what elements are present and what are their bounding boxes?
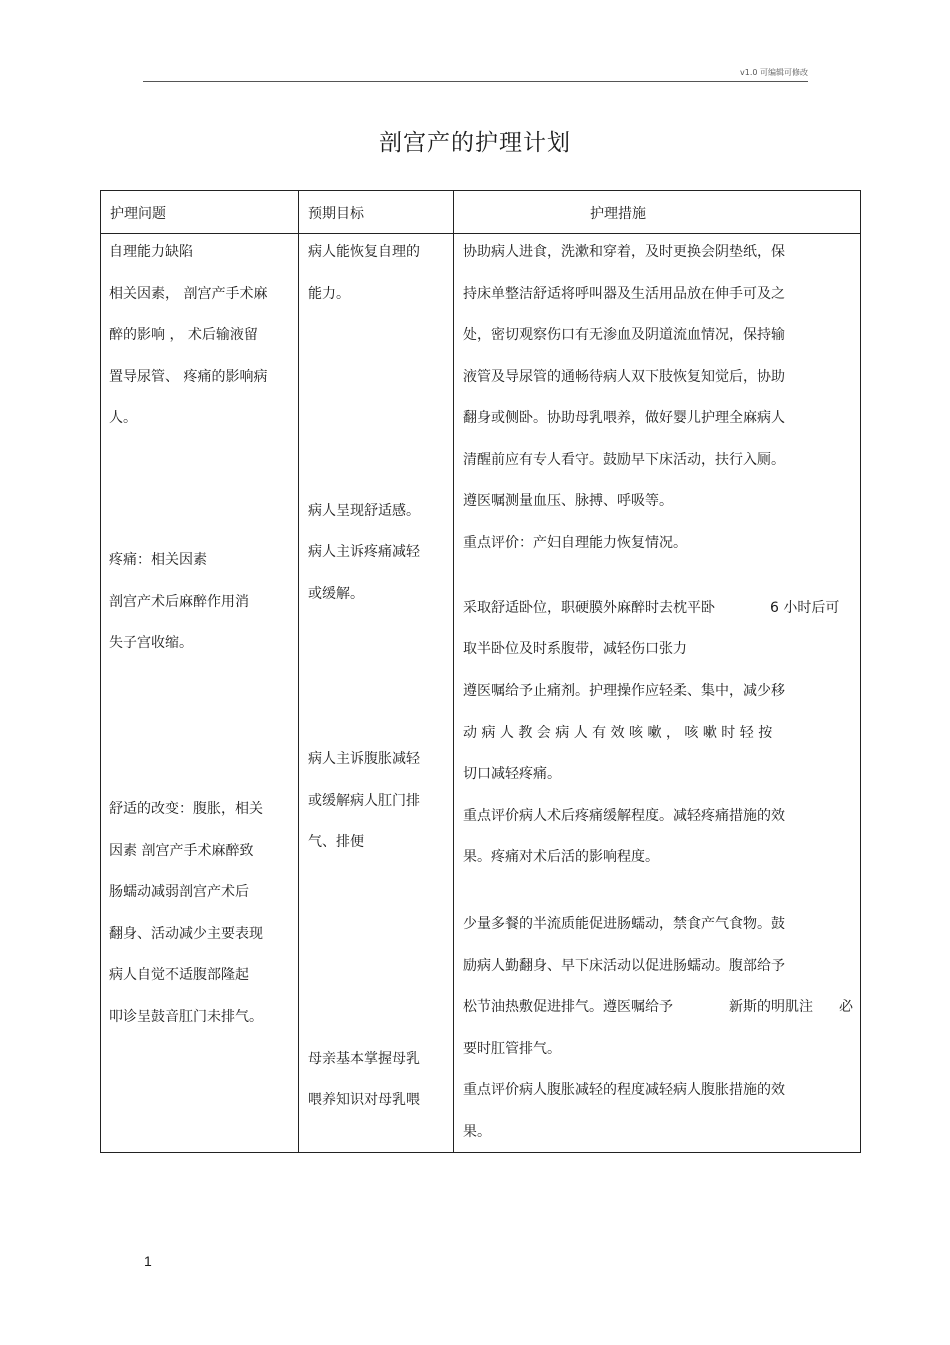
measure-line: 翻身或侧卧。协助母乳喂养，做好婴儿护理全麻病人 [463,410,785,426]
measure-line: 必 [839,999,853,1015]
header-expected-goal: 预期目标 [308,206,364,222]
goal-line: 或缓解。 [308,586,364,602]
problem-line: 叩诊呈鼓音肛门未排气。 [109,1009,263,1025]
goal-line: 病人呈现舒适感。 [308,503,420,519]
measure-line: 液管及导尿管的通畅待病人双下肢恢复知觉后，协助 [463,369,785,385]
measure-line: 处，密切观察伤口有无渗血及阴道流血情况，保持输 [463,327,785,343]
problem-line: 剖宫产术后麻醉作用消 [109,594,249,610]
problem-line: 疼痛：相关因素 [109,552,207,568]
goal-line: 病人主诉疼痛减轻 [308,544,420,560]
problem-line: 病人自觉不适腹部隆起 [109,967,249,983]
problem-line: 舒适的改变：腹胀，相关 [109,801,263,817]
measure-line: 松节油热敷促进排气。遵医嘱给予 [463,999,673,1015]
measure-line: 果。 [463,1124,491,1140]
page-number: 1 [144,1253,152,1269]
measure-line: 果。疼痛对术后活的影响程度。 [463,849,659,865]
column-divider-1 [298,191,299,1152]
measure-line: 遵医嘱给予止痛剂。护理操作应轻柔、集中，减少移 [463,683,785,699]
measure-line: 励病人勤翻身、早下床活动以促进肠蠕动。腹部给予 [463,958,785,974]
problem-line: 置导尿管、 疼痛的影响病 [109,369,268,385]
measure-line: 清醒前应有专人看守。鼓励早下床活动，扶行入厕。 [463,452,785,468]
problem-line: 自理能力缺陷 [109,244,193,260]
goal-line: 气、排便 [308,834,364,850]
measure-line: 重点评价病人腹胀减轻的程度减轻病人腹胀措施的效 [463,1082,785,1098]
measure-line: 重点评价：产妇自理能力恢复情况。 [463,535,687,551]
problem-line: 失子宫收缩。 [109,635,193,651]
measure-line: 遵医嘱测量血压、脉搏、呼吸等。 [463,493,673,509]
measure-line: 重点评价病人术后疼痛缓解程度。减轻疼痛措施的效 [463,808,785,824]
goal-line: 或缓解病人肛门排 [308,793,420,809]
header-nursing-measures: 护理措施 [590,206,646,222]
problem-line: 人。 [109,410,137,426]
column-divider-2 [453,191,454,1152]
measure-line: 要时肛管排气。 [463,1041,561,1057]
measure-line: 取半卧位及时系腹带，减轻伤口张力 [463,641,687,657]
table-header-row [101,191,860,234]
measure-line: 6 小时后可 [770,600,840,616]
header-rule [143,81,808,82]
measure-line: 协助病人进食，洗漱和穿着，及时更换会阴垫纸，保 [463,244,785,260]
problem-line: 翻身、活动减少主要表现 [109,926,263,942]
measure-line: 新斯的明肌注 [729,999,813,1015]
goal-line: 病人主诉腹胀减轻 [308,751,420,767]
problem-line: 相关因素， 剖宫产手术麻 [109,286,268,302]
header-note: v1.0 可编辑可修改 [740,68,808,77]
measure-line: 动 病 人 教 会 病 人 有 效 咳 嗽 ， 咳 嗽 时 轻 按 [463,725,773,741]
header-nursing-problem: 护理问题 [110,206,166,222]
measure-line: 切口减轻疼痛。 [463,766,561,782]
problem-line: 因素 剖宫产手术麻醉致 [109,843,254,859]
measure-line: 少量多餐的半流质能促进肠蠕动，禁食产气食物。鼓 [463,916,785,932]
document-title: 剖宫产的护理计划 [379,130,571,156]
problem-line: 醉的影响 ， 术后输液留 [109,327,258,343]
nursing-plan-table [100,190,861,1153]
goal-line: 病人能恢复自理的 [308,244,420,260]
problem-line: 肠蠕动减弱剖宫产术后 [109,884,249,900]
goal-line: 能力。 [308,286,350,302]
measure-line: 持床单整洁舒适将呼叫器及生活用品放在伸手可及之 [463,286,785,302]
goal-line: 喂养知识对母乳喂 [308,1092,420,1108]
measure-line: 采取舒适卧位，职硬膜外麻醉时去枕平卧 [463,600,715,616]
goal-line: 母亲基本掌握母乳 [308,1051,420,1067]
